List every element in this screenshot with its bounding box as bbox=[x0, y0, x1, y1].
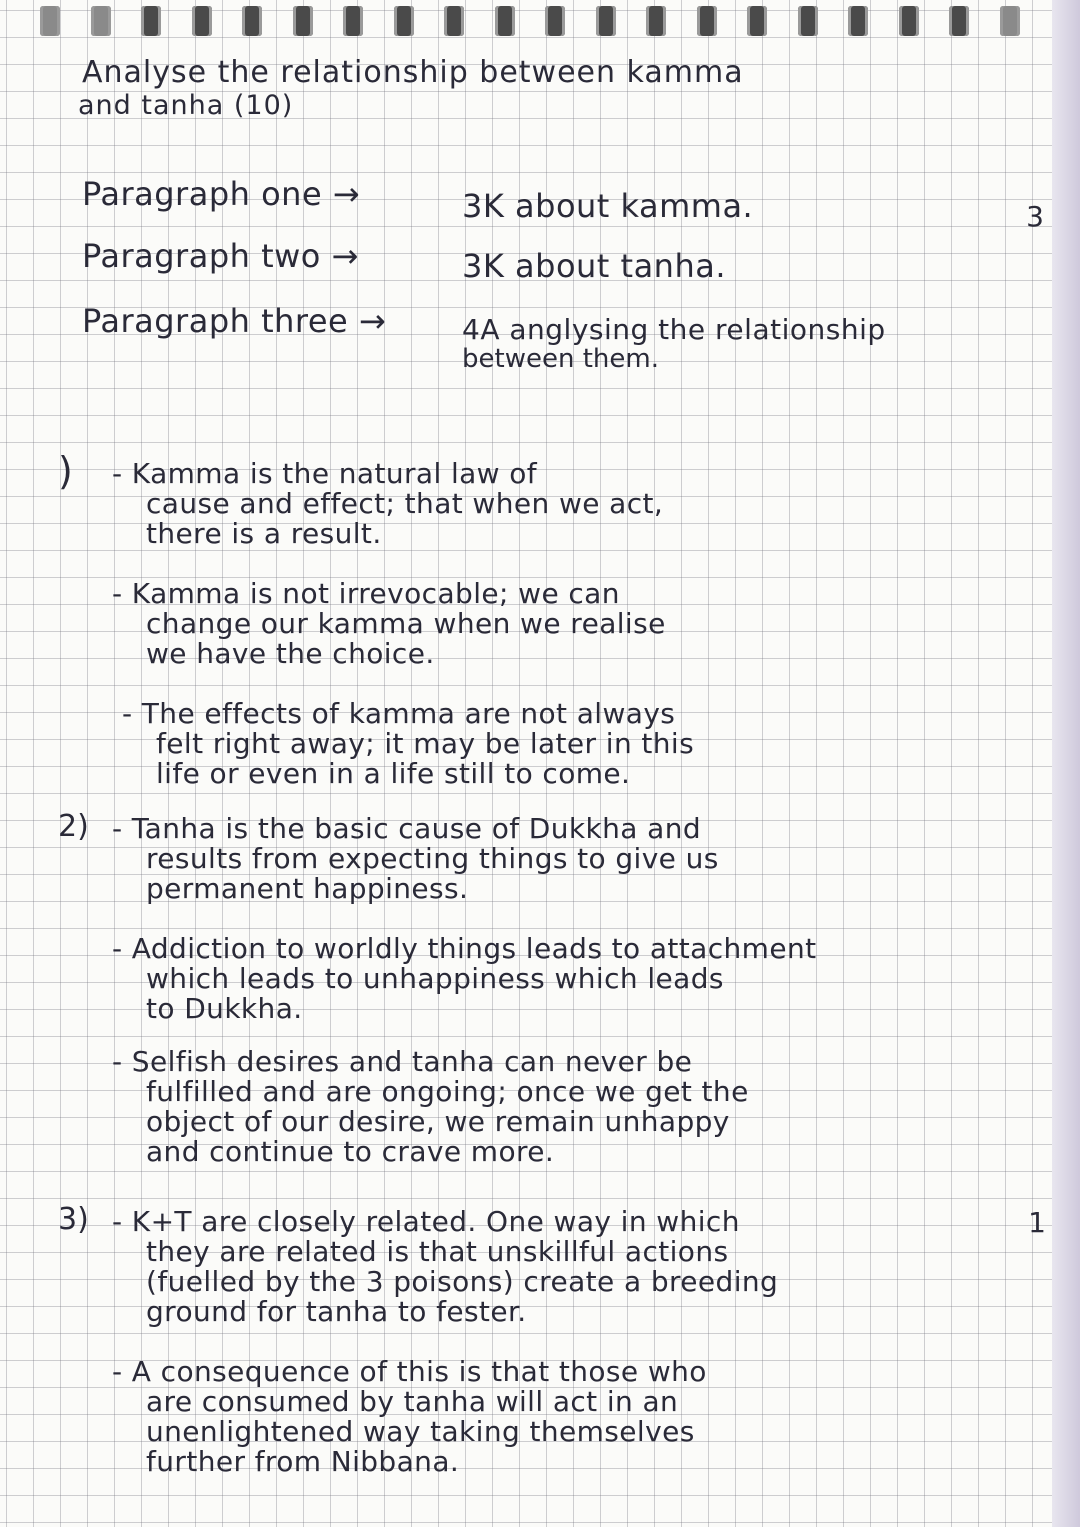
note-line: we have the choice. bbox=[146, 637, 435, 670]
question-title-cont: and tanha (10) bbox=[78, 90, 294, 121]
binding-ring bbox=[949, 6, 969, 36]
note-line: - Kamma is not irrevocable; we can bbox=[112, 577, 620, 610]
note-line: - The effects of kamma are not always bbox=[122, 697, 676, 730]
note-line: - Tanha is the basic cause of Dukkha and bbox=[112, 812, 702, 845]
binding-ring bbox=[747, 6, 767, 36]
binding-ring bbox=[596, 6, 616, 36]
note-line: (fuelled by the 3 poisons) create a breeding bbox=[146, 1265, 779, 1298]
note-line: they are related is that unskillful actions bbox=[146, 1235, 729, 1268]
note-line: fulfilled and are ongoing; once we get the bbox=[146, 1075, 749, 1108]
note-line: change our kamma when we realise bbox=[146, 607, 666, 640]
plan-label: Paragraph one → bbox=[82, 175, 361, 213]
note-line: permanent happiness. bbox=[146, 872, 469, 905]
binding-ring bbox=[192, 6, 212, 36]
binding-ring bbox=[141, 6, 161, 36]
binding-ring bbox=[343, 6, 363, 36]
binding-ring bbox=[91, 6, 111, 36]
binding-ring bbox=[394, 6, 414, 36]
binding-ring bbox=[444, 6, 464, 36]
binding-ring bbox=[545, 6, 565, 36]
note-line: unenlightened way taking themselves bbox=[146, 1415, 695, 1448]
binding-ring bbox=[848, 6, 868, 36]
note-line: cause and effect; that when we act, bbox=[146, 487, 664, 520]
note-line: and continue to crave more. bbox=[146, 1135, 555, 1168]
binding-ring bbox=[899, 6, 919, 36]
margin-mark: 1 bbox=[1028, 1206, 1046, 1239]
note-line: which leads to unhappiness which leads bbox=[146, 962, 724, 995]
plan-text-cont: between them. bbox=[462, 344, 659, 374]
section-number: 2) bbox=[58, 809, 89, 844]
section-number: 3) bbox=[58, 1202, 89, 1237]
plan-label: Paragraph three → bbox=[82, 302, 387, 340]
note-line: further from Nibbana. bbox=[146, 1445, 460, 1478]
note-line: - Kamma is the natural law of bbox=[112, 457, 538, 490]
note-line: ground for tanha to fester. bbox=[146, 1295, 527, 1328]
binding-ring bbox=[697, 6, 717, 36]
note-line: felt right away; it may be later in this bbox=[156, 727, 695, 760]
binding-ring bbox=[293, 6, 313, 36]
note-line: - Addiction to worldly things leads to attachment bbox=[112, 932, 817, 965]
note-line: results from expecting things to give us bbox=[146, 842, 719, 875]
plan-text: 3K about kamma. bbox=[462, 187, 754, 225]
note-line: - K+T are closely related. One way in which bbox=[112, 1205, 740, 1238]
section-number: ) bbox=[58, 449, 73, 493]
note-line: are consumed by tanha will act in an bbox=[146, 1385, 679, 1418]
note-line: to Dukkha. bbox=[146, 992, 303, 1025]
note-line: - Selfish desires and tanha can never be bbox=[112, 1045, 693, 1078]
note-line: there is a result. bbox=[146, 517, 382, 550]
binding-ring bbox=[242, 6, 262, 36]
margin-mark: 3 bbox=[1026, 200, 1044, 233]
note-line: object of our desire, we remain unhappy bbox=[146, 1105, 730, 1138]
spiral-binding bbox=[40, 0, 1020, 46]
binding-ring bbox=[495, 6, 515, 36]
plan-text: 3K about tanha. bbox=[462, 247, 727, 285]
note-line: life or even in a life still to come. bbox=[156, 757, 631, 790]
binding-ring bbox=[646, 6, 666, 36]
binding-ring bbox=[1000, 6, 1020, 36]
page-edge bbox=[1052, 0, 1080, 1527]
plan-text: 4A anglysing the relationship bbox=[462, 313, 886, 346]
plan-label: Paragraph two → bbox=[82, 237, 359, 275]
binding-ring bbox=[798, 6, 818, 36]
binding-ring bbox=[40, 6, 60, 36]
note-line: - A consequence of this is that those who bbox=[112, 1355, 707, 1388]
question-title: Analyse the relationship between kamma bbox=[82, 55, 744, 90]
